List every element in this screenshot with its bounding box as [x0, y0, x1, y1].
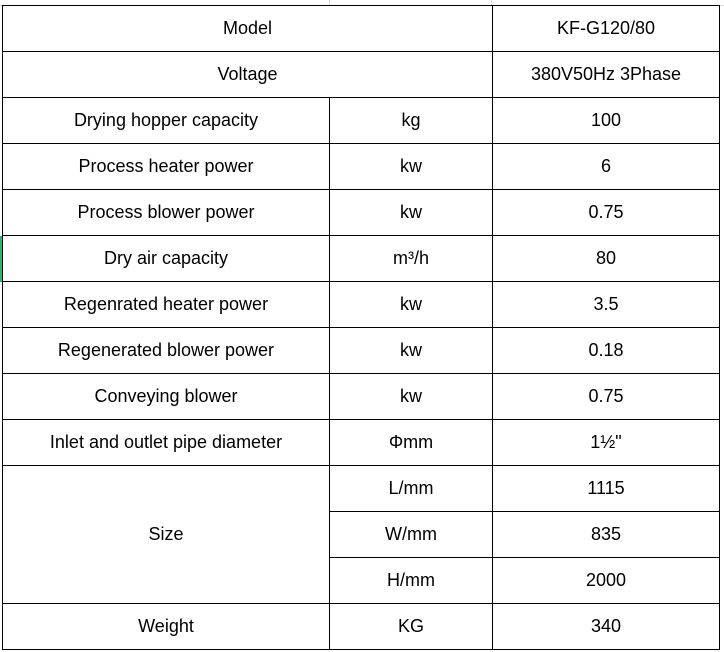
- table-row: [3, 144, 720, 190]
- row-value-cell[interactable]: 1115: [493, 466, 720, 512]
- model-value-cell[interactable]: KF-G120/80: [493, 6, 720, 52]
- row-label-cell[interactable]: Regenerated blower power: [3, 328, 330, 374]
- row-unit-cell[interactable]: Φmm: [330, 420, 493, 466]
- weight-value-cell[interactable]: 340: [493, 604, 720, 650]
- size-label-cell[interactable]: Size: [3, 466, 330, 604]
- row-label-cell[interactable]: Dry air capacity: [3, 236, 330, 282]
- row-label-cell[interactable]: Conveying blower: [3, 374, 330, 420]
- row-unit-cell[interactable]: kw: [330, 190, 493, 236]
- table-row: [3, 420, 720, 466]
- table-row: [3, 374, 720, 420]
- weight-unit-cell[interactable]: KG: [330, 604, 493, 650]
- model-label-cell[interactable]: Model: [3, 6, 493, 52]
- row-value-cell[interactable]: 3.5: [493, 282, 720, 328]
- row-unit-cell[interactable]: kw: [330, 374, 493, 420]
- table-row: [3, 190, 720, 236]
- row-unit-cell[interactable]: L/mm: [330, 466, 493, 512]
- table-row-model: [3, 6, 720, 52]
- table-row: [3, 98, 720, 144]
- row-value-cell[interactable]: 0.75: [493, 374, 720, 420]
- row-unit-cell[interactable]: kg: [330, 98, 493, 144]
- table-row: [3, 282, 720, 328]
- table-row: [3, 236, 720, 282]
- row-label-cell[interactable]: Inlet and outlet pipe diameter: [3, 420, 330, 466]
- voltage-label-cell[interactable]: Voltage: [3, 52, 493, 98]
- row-value-cell[interactable]: 6: [493, 144, 720, 190]
- row-value-cell[interactable]: 80: [493, 236, 720, 282]
- row-value-cell[interactable]: 0.75: [493, 190, 720, 236]
- row-value-cell[interactable]: 0.18: [493, 328, 720, 374]
- row-unit-cell[interactable]: kw: [330, 282, 493, 328]
- row-value-cell[interactable]: 100: [493, 98, 720, 144]
- row-label-cell[interactable]: Process blower power: [3, 190, 330, 236]
- row-unit-cell[interactable]: kw: [330, 144, 493, 190]
- table-row: [3, 328, 720, 374]
- row-value-cell[interactable]: 835: [493, 512, 720, 558]
- row-value-cell[interactable]: 2000: [493, 558, 720, 604]
- row-unit-cell[interactable]: m³/h: [330, 236, 493, 282]
- row-unit-cell[interactable]: kw: [330, 328, 493, 374]
- voltage-value-cell[interactable]: 380V50Hz 3Phase: [493, 52, 720, 98]
- table-row-voltage: [3, 52, 720, 98]
- weight-label-cell[interactable]: Weight: [3, 604, 330, 650]
- table-row-weight: [3, 604, 720, 650]
- row-unit-cell[interactable]: H/mm: [330, 558, 493, 604]
- table-row-size-length: [3, 466, 720, 512]
- spec-table: [2, 5, 720, 650]
- row-label-cell[interactable]: Regenrated heater power: [3, 282, 330, 328]
- row-value-cell[interactable]: 1½": [493, 420, 720, 466]
- row-label-cell[interactable]: Process heater power: [3, 144, 330, 190]
- row-label-cell[interactable]: Drying hopper capacity: [3, 98, 330, 144]
- row-unit-cell[interactable]: W/mm: [330, 512, 493, 558]
